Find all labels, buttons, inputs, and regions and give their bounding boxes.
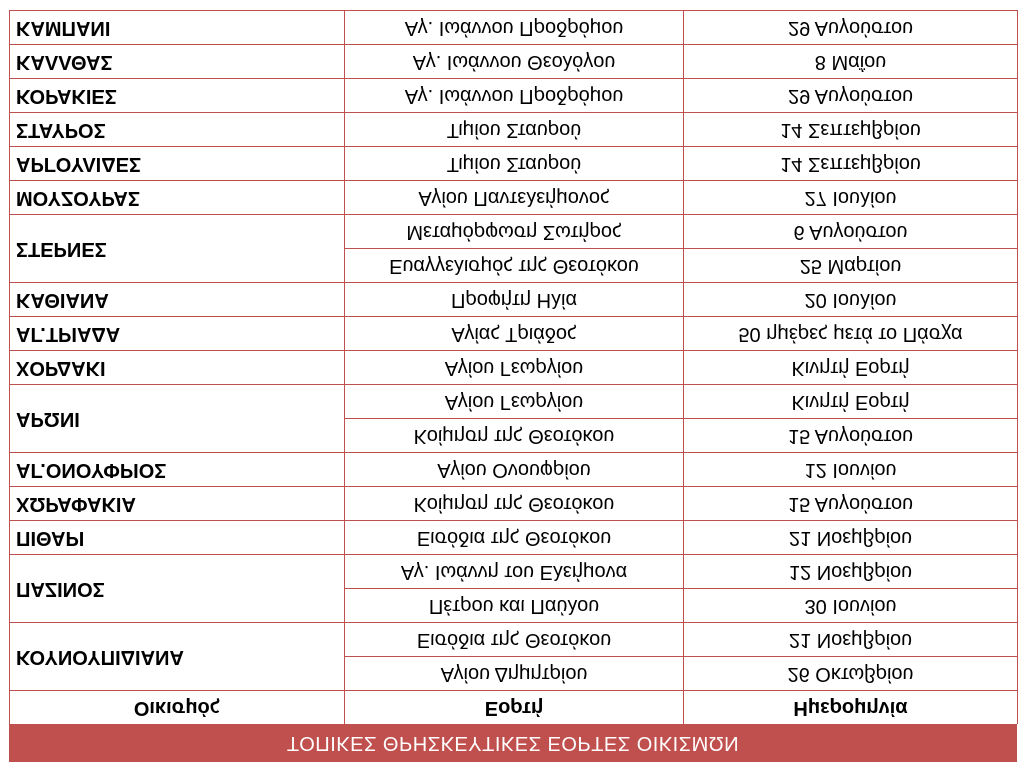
date-cell: 25 Μαρτίου [684,249,1018,283]
village-cell: ΣΤΕΡΝΕΣ [10,215,345,283]
village-cell: ΜΟΥΖΟΥΡΑΣ [10,181,345,215]
feast-cell: Κοίμηση της Θεοτόκου [345,419,684,453]
feast-cell: Τιμίου Σταυρού [345,147,684,181]
village-cell: ΧΟΡΔΑΚΙ [10,351,345,385]
feast-cell: Αγίου Γεωργίου [345,351,684,385]
date-cell: 50 ημέρες μετά το Πάσχα [684,317,1018,351]
date-cell: Κινητή Εορτή [684,351,1018,385]
village-cell: ΑΡΩΝΙ [10,385,345,453]
table-title: ΤΟΠΙΚΕΣ ΘΡΗΣΚΕΥΤΙΚΕΣ ΕΟΡΤΕΣ ΟΙΚΙΣΜΩΝ [286,732,740,755]
table-row [10,283,1018,317]
feast-cell: Αγ. Ιωάννη του Ελεήμονα [345,555,684,589]
date-cell: 21 Νοεμβρίου [684,623,1018,657]
header-village: Οικισμός [10,691,345,725]
date-cell: 30 Ιουνίου [684,589,1018,623]
table-row [10,45,1018,79]
village-cell: ΠΙΘΑΡΙ [10,521,345,555]
feast-cell: Αγίου Ονουφρίου [345,453,684,487]
date-cell: Κινητή Εορτή [684,385,1018,419]
feast-cell: Προφήτη Ηλία [345,283,684,317]
table-row [10,113,1018,147]
village-cell: ΚΟΥΝΟΥΠΙΔΙΑΝΑ [10,623,345,691]
table-row [10,79,1018,113]
table-row [10,419,1018,453]
village-cell: ΚΑΜΠΑΝΙ [10,11,345,45]
village-cell: ΚΑΛΛΘΑΣ [10,45,345,79]
document [9,6,1017,762]
date-cell: 6 Αυγούστου [684,215,1018,249]
feast-cell: Αγίου Δημητρίου [345,657,684,691]
header-date: Ημερομηνία [684,691,1018,725]
date-cell: 27 Ιουλίου [684,181,1018,215]
village-cell: ΧΩΡΑΦΑΚΙΑ [10,487,345,521]
table-row [10,181,1018,215]
date-cell: 15 Αυγούστου [684,487,1018,521]
date-cell: 29 Αυγούστου [684,11,1018,45]
feast-cell: Ευαγγελισμός της Θεοτόκου [345,249,684,283]
feast-cell: Πέτρου και Παύλου [345,589,684,623]
feast-cell: Αγ. Ιωάννου Προδρόμου [345,11,684,45]
date-cell: 14 Σεπτεμβρίου [684,113,1018,147]
feasts-table [9,10,1018,724]
table-row [10,657,1018,691]
village-cell: ΠΑΖΙΝΟΣ [10,555,345,623]
date-cell: 26 Οκτωβρίου [684,657,1018,691]
feast-cell: Αγ. Ιωάννου Θεολόγου [345,45,684,79]
table-row [10,249,1018,283]
feast-cell: Τιμίου Σταυρού [345,113,684,147]
table-row [10,351,1018,385]
date-cell: 20 Ιουλίου [684,283,1018,317]
feast-cell: Αγίου Γεωργίου [345,385,684,419]
date-cell: 12 Ιουνίου [684,453,1018,487]
village-cell: ΑΓ.ΟΝΟΥΦΡΙΟΣ [10,453,345,487]
table-row [10,11,1018,45]
feast-cell: Κοίμηση της Θεοτόκου [345,487,684,521]
table-row [10,147,1018,181]
village-cell: ΣΤΑΥΡΟΣ [10,113,345,147]
feast-cell: Αγίου Παντελεήμονος [345,181,684,215]
date-cell: 21 Νοεμβρίου [684,521,1018,555]
table-row [10,453,1018,487]
date-cell: 15 Αυγούστου [684,419,1018,453]
date-cell: 8 Μαΐου [684,45,1018,79]
table-row [10,487,1018,521]
village-cell: ΚΑΘΙΑΝΑ [10,283,345,317]
feast-cell: Αγ. Ιωάννου Προδρόμου [345,79,684,113]
feast-cell: Εισόδια της Θεοτόκου [345,521,684,555]
village-cell: ΑΓ.ΤΡΙΑΔΑ [10,317,345,351]
header-row [10,691,1018,725]
table-title-banner [9,724,1017,762]
table-body [10,11,1018,691]
header-feast: Εορτή [345,691,684,725]
date-cell: 12 Νοεμβρίου [684,555,1018,589]
village-cell: ΚΟΡΑΚΙΕΣ [10,79,345,113]
date-cell: 29 Αυγούστου [684,79,1018,113]
feast-cell: Εισόδια της Θεοτόκου [345,623,684,657]
table-row [10,317,1018,351]
date-cell: 14 Σεπτεμβρίου [684,147,1018,181]
feast-cell: Μεταμόρφωση Σωτήρος [345,215,684,249]
table-row [10,589,1018,623]
feast-cell: Αγίας Τριάδος [345,317,684,351]
village-cell: ΑΡΓΟΥΛΙΔΕΣ [10,147,345,181]
table-row [10,521,1018,555]
